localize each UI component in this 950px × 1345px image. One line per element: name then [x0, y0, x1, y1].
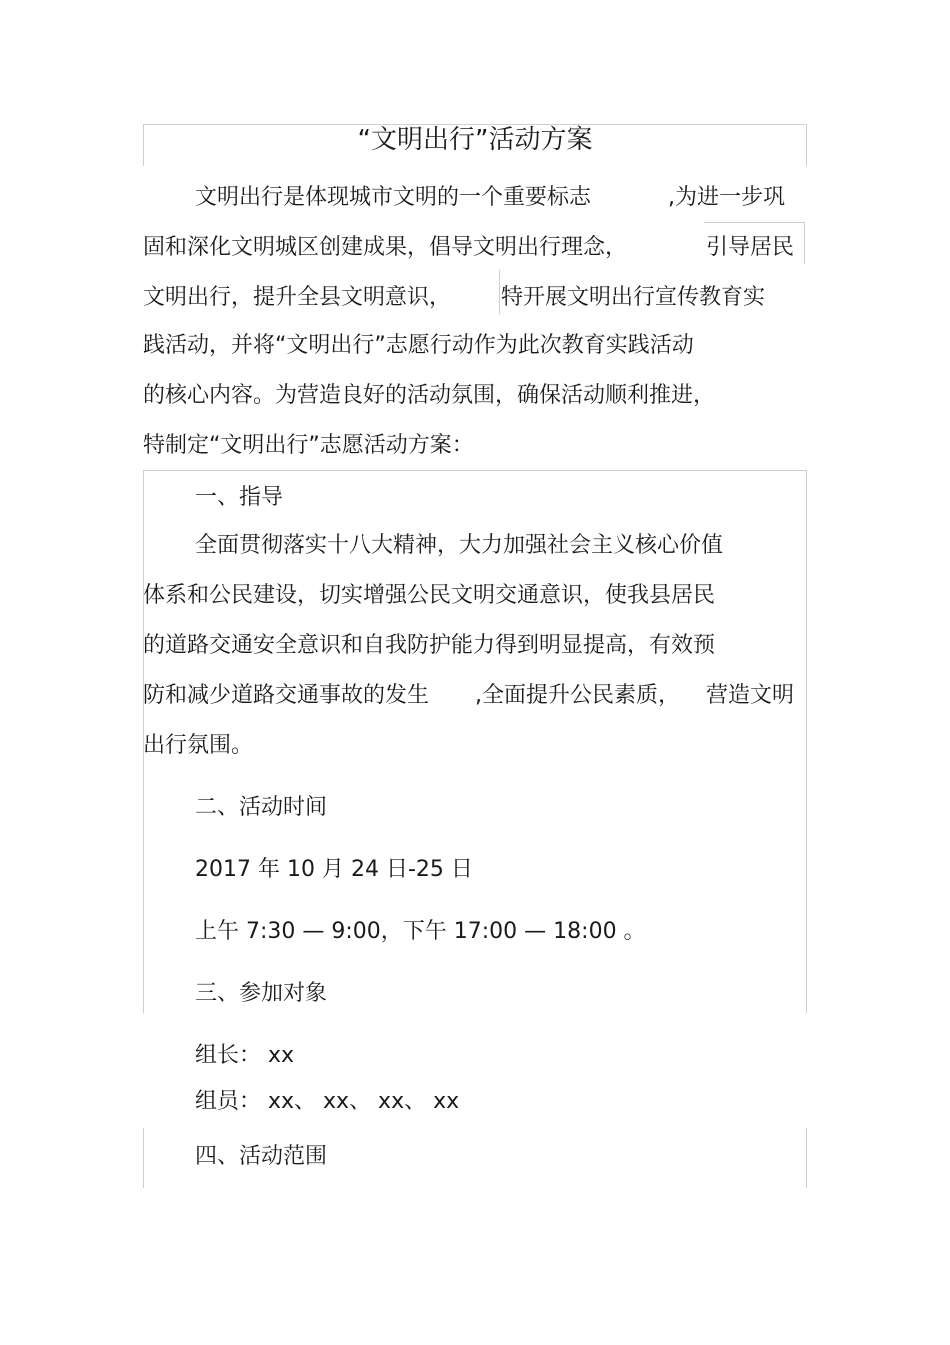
intro-line-2a: 固和深化文明城区创建成果，倡导文明出行理念， — [143, 235, 628, 260]
section-heading-scope: 四、活动范围 — [195, 1144, 328, 1169]
guidance-line-4c: 营造文明 — [706, 683, 795, 708]
activity-date: 2017 年 10 月 24 日-25 日 — [195, 857, 473, 882]
group-leader: 组长： xx — [195, 1043, 295, 1068]
intro-line-2b: 引导居民 — [706, 235, 795, 260]
intro-line-6: 特制定“文明出行”志愿活动方案： — [143, 433, 474, 458]
section-heading-guidance: 一、指导 — [195, 485, 284, 510]
guidance-line-4b: ,全面提升公民素质， — [475, 683, 680, 708]
box-rule-c — [499, 270, 500, 314]
guidance-line-4a: 防和减少道路交通事故的发生 — [143, 683, 430, 708]
guidance-line-3: 的道路交通安全意识和自我防护能力得到明显提高，有效预 — [143, 633, 716, 658]
group-members: 组员： xx、 xx、 xx、 xx — [195, 1089, 460, 1114]
intro-line-3b: 特开展文明出行宣传教育实 — [501, 285, 766, 310]
bottom-rule-left — [143, 1128, 144, 1188]
intro-line-3a: 文明出行，提升全县文明意识， — [143, 285, 452, 310]
guidance-line-5: 出行氛围。 — [143, 733, 254, 758]
guidance-line-1: 全面贯彻落实十八大精神，大力加强社会主义核心价值 — [195, 533, 724, 558]
guidance-line-2: 体系和公民建设，切实增强公民文明交通意识，使我县居民 — [143, 583, 716, 608]
section-rule-top — [143, 470, 807, 471]
box-rule-a — [704, 222, 804, 223]
intro-line-4: 践活动，并将“文明出行”志愿行动作为此次教育实践活动 — [143, 333, 694, 358]
section-rule-right — [806, 470, 807, 1013]
section-heading-time: 二、活动时间 — [195, 795, 328, 820]
page-title: “文明出行”活动方案 — [357, 125, 593, 155]
bottom-rule-right — [806, 1128, 807, 1188]
activity-time: 上午 7:30 — 9:00，下午 17:00 — 18:00 。 — [195, 919, 646, 944]
intro-line-1a: 文明出行是体现城市文明的一个重要标志 — [195, 185, 592, 210]
section-heading-participants: 三、参加对象 — [195, 981, 328, 1006]
intro-line-1b: ,为进一步巩 — [668, 185, 785, 210]
intro-line-5: 的核心内容。为营造良好的活动氛围，确保活动顺利推进， — [143, 383, 716, 408]
box-rule-b — [804, 222, 805, 264]
